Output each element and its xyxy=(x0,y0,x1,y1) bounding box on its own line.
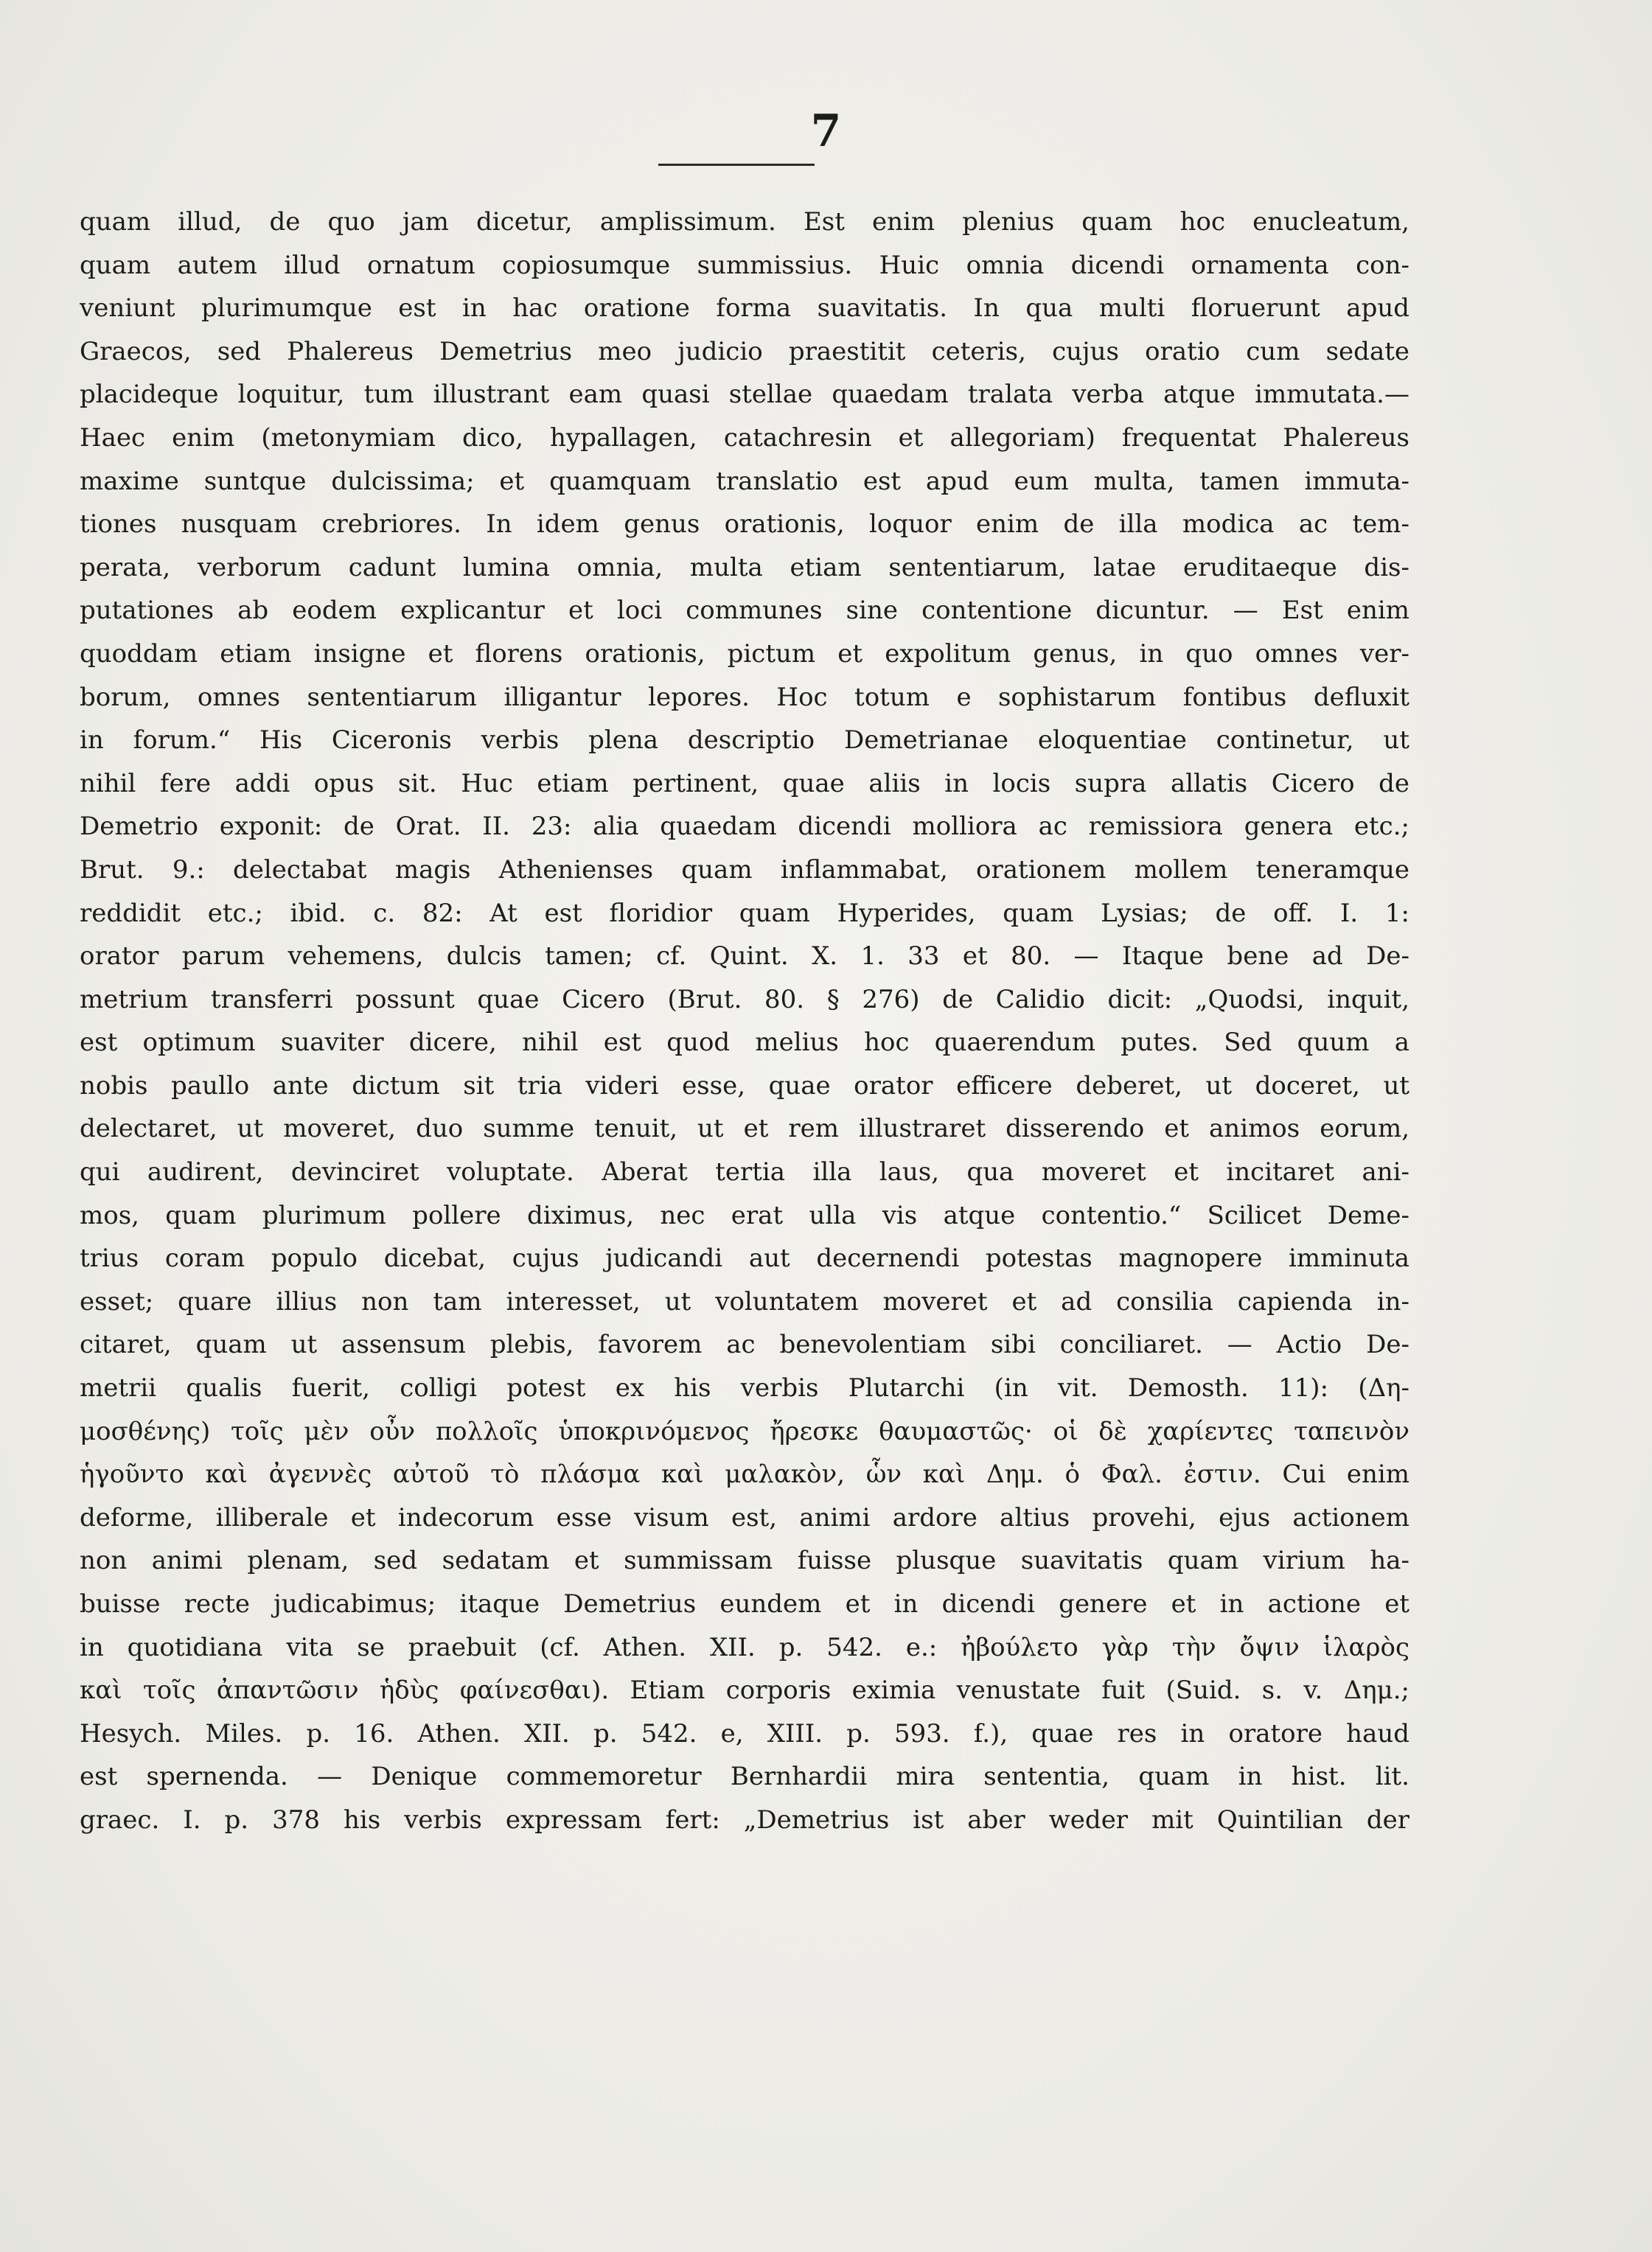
text-line: Graecos, sed Phalereus Demetrius meo judicio praestitit ceteris, cujus oratio cum sedate xyxy=(80,336,1409,366)
text-line: putationes ab eodem explicantur et loci communes sine contentione dicuntur. — Est enim xyxy=(80,596,1409,626)
text-line: est spernenda. — Denique commemoretur Bernhardii mira sententia, quam in hist. lit. xyxy=(80,1762,1409,1792)
page-number: 7 xyxy=(810,105,842,157)
body-text xyxy=(80,201,1409,1842)
text-line: tiones nusquam crebriores. In idem genus orationis, loquor enim de illa modica ac tem- xyxy=(80,509,1409,540)
text-line: in forum.“ His Ciceronis verbis plena descriptio Demetrianae eloquentiae continetur, ut xyxy=(80,725,1409,756)
text-line: maxime suntque dulcissima; et quamquam translatio est apud eum multa, tamen immuta- xyxy=(80,466,1409,496)
text-line: μοσθένης) τοῖς μὲν οὖν πολλοῖς ὑποκρινόμενος ἤρεσκε θαυμαστῶς· οἱ δὲ χαρίεντες ταπεινὸν xyxy=(80,1416,1409,1446)
text-line: quoddam etiam insigne et florens orationis, pictum et expolitum genus, in quo omnes ver- xyxy=(80,638,1409,669)
text-line: orator parum vehemens, dulcis tamen; cf. Quint. X. 1. 33 et 80. — Itaque bene ad De- xyxy=(80,941,1409,972)
text-line: veniunt plurimumque est in hac oratione forma suavitatis. In qua multi floruerunt apud xyxy=(80,293,1409,324)
text-line: borum, omnes sententiarum illigantur lepores. Hoc totum e sophistarum fontibus defluxit xyxy=(80,682,1409,712)
text-line: placideque loquitur, tum illustrant eam quasi stellae quaedam tralata verba atque immutata.— xyxy=(80,380,1409,410)
text-line: metrii qualis fuerit, colligi potest ex his verbis Plutarchi (in vit. Demosth. 11): (Δη- xyxy=(80,1373,1409,1404)
text-line: graec. I. p. 378 his verbis expressam fert: „Demetrius ist aber weder mit Quintilian der xyxy=(80,1805,1409,1835)
text-line: buisse recte judicabimus; itaque Demetrius eundem et in dicendi genere et in actione et xyxy=(80,1589,1409,1619)
text-line: quam illud, de quo jam dicetur, amplissimum. Est enim plenius quam hoc enucleatum, xyxy=(80,207,1409,237)
text-line: qui audirent, devinciret voluptate. Aberat tertia illa laus, qua moveret et incitaret ani- xyxy=(80,1157,1409,1188)
text-line: perata, verborum cadunt lumina omnia, multa etiam sententiarum, latae eruditaeque dis- xyxy=(80,552,1409,582)
text-line: in quotidiana vita se praebuit (cf. Athen. XII. p. 542. e.: ἠβούλετο γὰρ τὴν ὄψιν ἱλαρὸς xyxy=(80,1632,1409,1662)
text-line: Haec enim (metonymiam dico, hypallagen, catachresin et allegoriam) frequentat Phalereus xyxy=(80,422,1409,453)
text-line: esset; quare illius non tam interesset, ut voluntatem moveret et ad consilia capienda in- xyxy=(80,1286,1409,1317)
text-line: καὶ τοῖς ἀπαντῶσιν ἡδὺς φαίνεσθαι). Etiam corporis eximia venustate fuit (Suid. s. v. Δημ.; xyxy=(80,1676,1409,1706)
text-line: trius coram populo dicebat, cujus judicandi aut decernendi potestas magnopere imminuta xyxy=(80,1244,1409,1274)
text-line: ἡγοῦντο καὶ ἀγεννὲς αὐτοῦ τὸ πλάσμα καὶ μαλακὸν, ὧν καὶ Δημ. ὁ Φαλ. ἐστιν. Cui enim xyxy=(80,1460,1409,1490)
text-line: reddidit etc.; ibid. c. 82: At est floridior quam Hyperides, quam Lysias; de off. I. 1: xyxy=(80,898,1409,928)
text-line: est optimum suaviter dicere, nihil est quod melius hoc quaerendum putes. Sed quum a xyxy=(80,1028,1409,1058)
text-line: Hesych. Miles. p. 16. Athen. XII. p. 542. e, XIII. p. 593. f.), quae res in oratore haud xyxy=(80,1718,1409,1749)
text-line: nobis paullo ante dictum sit tria videri esse, quae orator efficere deberet, ut doceret, ut xyxy=(80,1070,1409,1101)
text-line: quam autem illud ornatum copiosumque summissius. Huic omnia dicendi ornamenta con- xyxy=(80,250,1409,280)
text-line: non animi plenam, sed sedatam et summissam fuisse plusque suavitatis quam virium ha- xyxy=(80,1546,1409,1576)
text-line: delectaret, ut moveret, duo summe tenuit, ut et rem illustraret disserendo et animos eorum, xyxy=(80,1114,1409,1144)
text-line: citaret, quam ut assensum plebis, favorem ac benevolentiam sibi conciliaret. — Actio De- xyxy=(80,1330,1409,1360)
text-line: deforme, illiberale et indecorum esse visum est, animi ardore altius provehi, ejus actionem xyxy=(80,1502,1409,1533)
text-line: nihil fere addi opus sit. Huc etiam pertinent, quae aliis in locis supra allatis Cicero de xyxy=(80,768,1409,798)
text-line: Demetrio exponit: de Orat. II. 23: alia quaedam dicendi molliora ac remissiora genera etc.; xyxy=(80,812,1409,842)
text-line: metrium transferri possunt quae Cicero (Brut. 80. § 276) de Calidio dicit: „Quodsi, inquit, xyxy=(80,984,1409,1014)
text-line: Brut. 9.: delectabat magis Athenienses quam inflammabat, orationem mollem teneramque xyxy=(80,854,1409,885)
text-line: mos, quam plurimum pollere diximus, nec erat ulla vis atque contentio.“ Scilicet Deme- xyxy=(80,1200,1409,1230)
header-rule xyxy=(658,164,815,166)
